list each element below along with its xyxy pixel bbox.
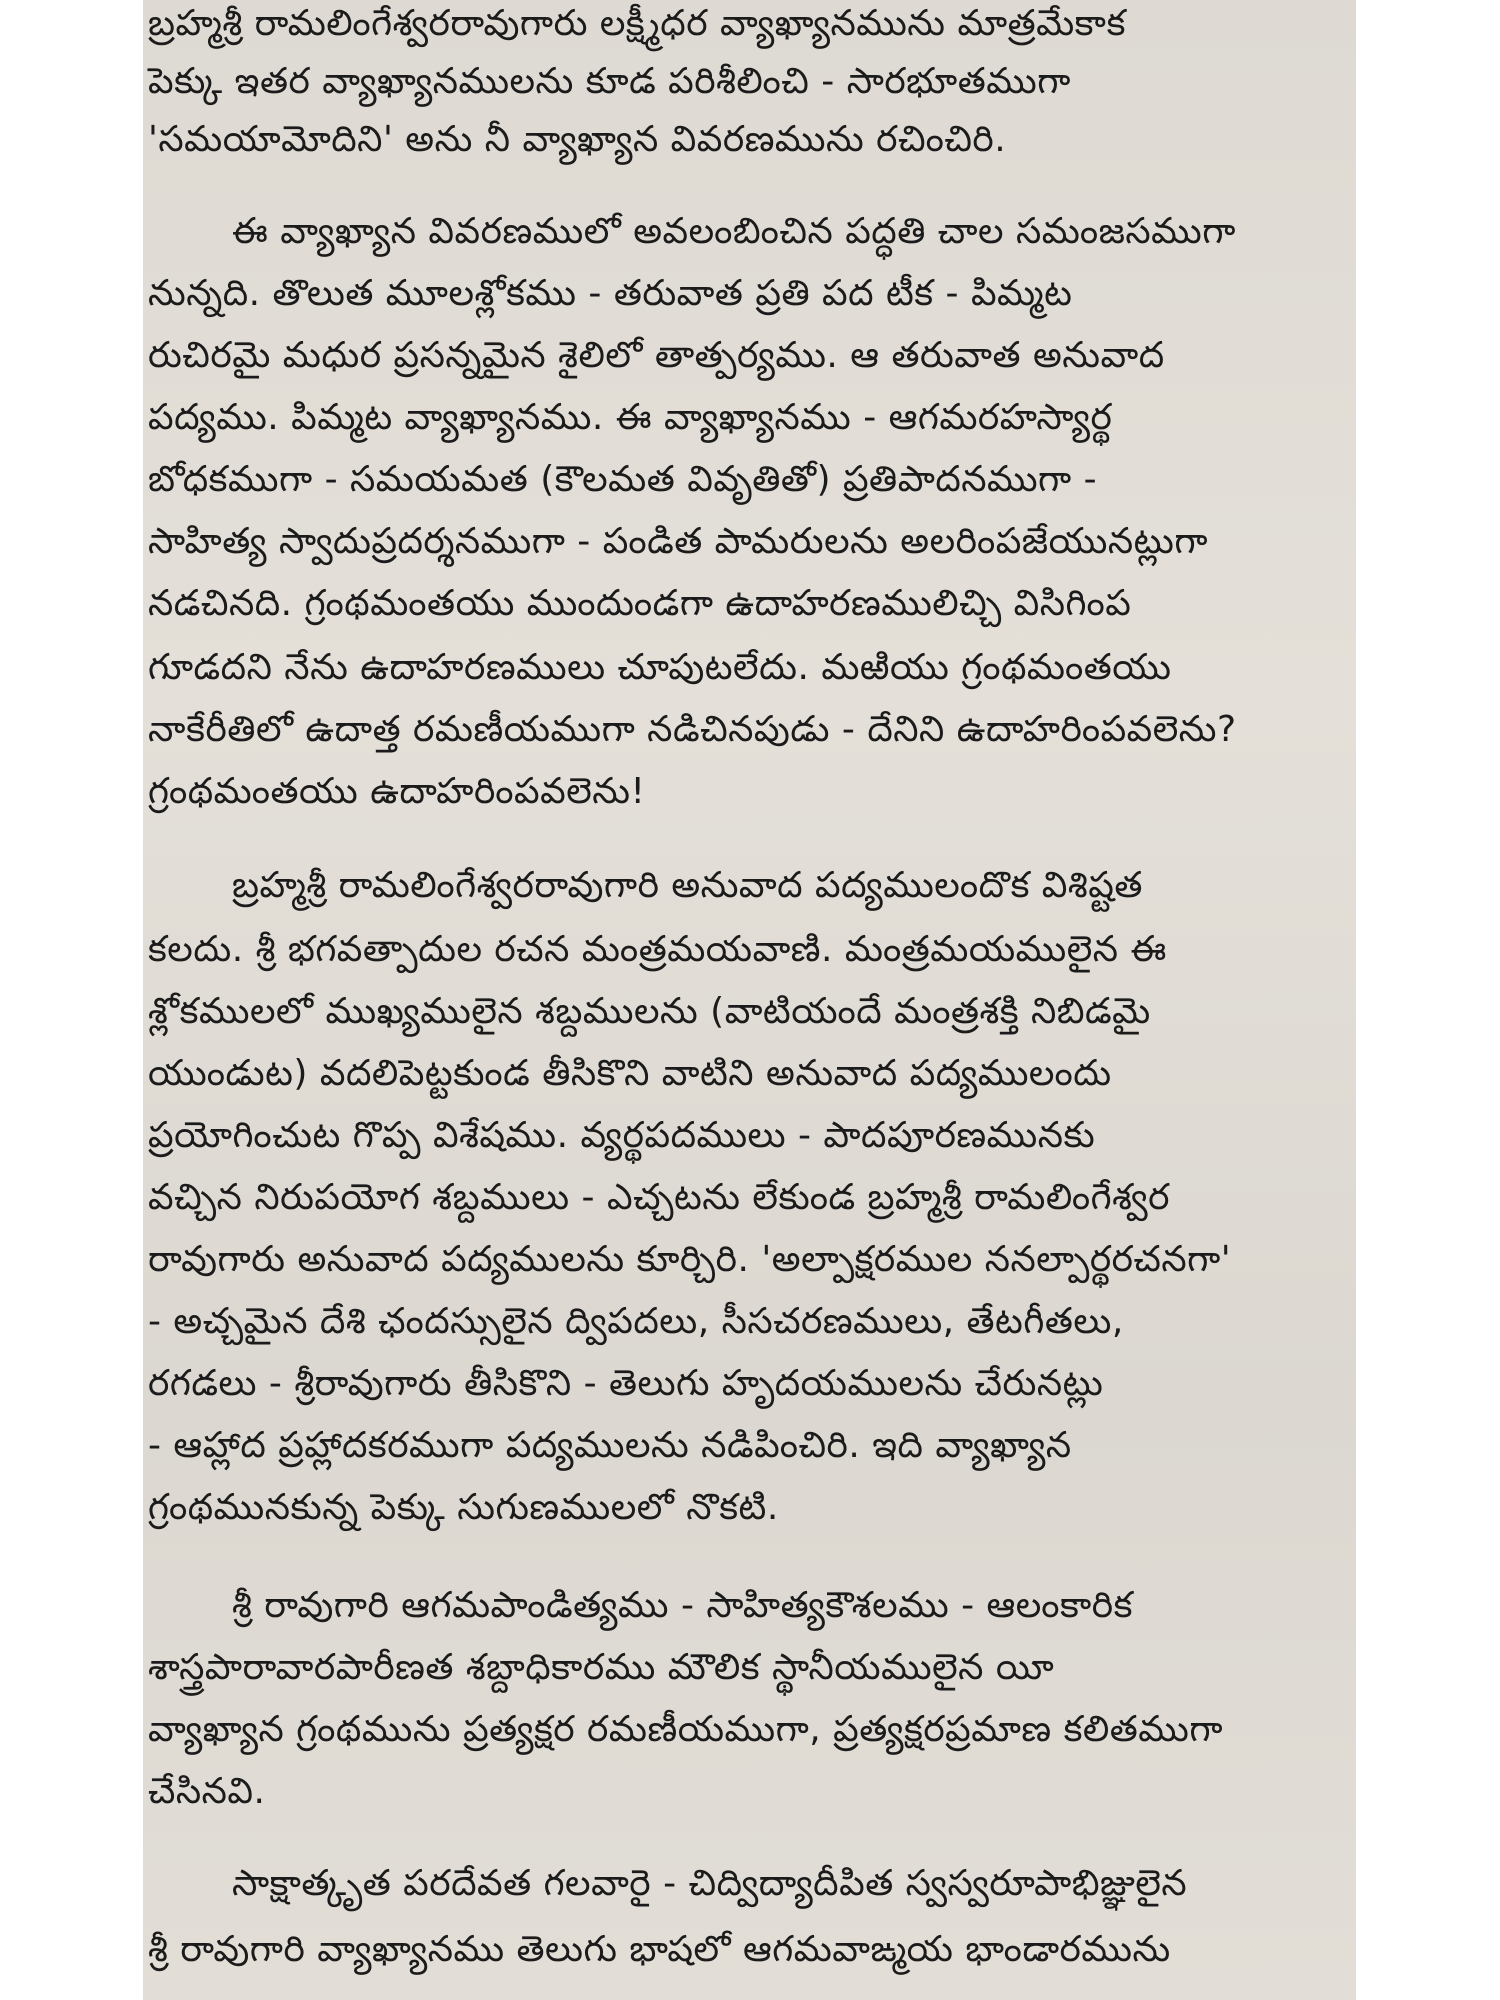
- text-line: శాస్త్రపారావారపారీణత శబ్దాధికారము మౌలిక స్థానీయములైన యీ: [148, 1647, 1055, 1688]
- text-line: సాక్షాత్కృత పరదేవత గలవారై - చిద్విద్యాదీపిత స్వస్వరూపాభిజ్ఞులైన: [232, 1863, 1188, 1904]
- text-line: శ్రీ రావుగారి వ్యాఖ్యానము తెలుగు భాషలో ఆగమవాఙ్మయ భాండారమును: [148, 1929, 1171, 1970]
- text-line: పద్యము. పిమ్మట వ్యాఖ్యానము. ఈ వ్యాఖ్యానము - ఆగమరహస్యార్థ: [148, 397, 1113, 438]
- text-line: శ్లోకములలో ముఖ్యములైన శబ్దములను (వాటియందే మంత్రశక్తి నిబిడమై: [148, 991, 1151, 1032]
- text-line: - ఆహ్లాద ప్రహ్లాదకరముగా పద్యములను నడిపించిరి. ఇది వ్యాఖ్యాన: [148, 1425, 1072, 1466]
- text-line: గ్రంథమునకున్న పెక్కు సుగుణములలో నొకటి.: [148, 1487, 779, 1528]
- text-line: ఈ వ్యాఖ్యాన వివరణములో అవలంబించిన పద్ధతి చాల సమంజసముగా: [232, 211, 1236, 252]
- text-line: నాకేరీతిలో ఉదాత్త రమణీయముగా నడిచినపుడు - దేనిని ఉదాహరింపవలెను?: [148, 709, 1237, 750]
- text-line: ప్రయోగించుట గొప్ప విశేషము. వ్యర్థపదములు - పాదపూరణమునకు: [148, 1115, 1096, 1156]
- text-line: గ్రంథమంతయు ఉదాహరింపవలెను!: [148, 771, 646, 812]
- text-line: వ్యాఖ్యాన గ్రంథమును ప్రత్యక్షర రమణీయముగా, ప్రత్యక్షరప్రమాణ కలితముగా: [148, 1709, 1223, 1750]
- text-line: బ్రహ్మశ్రీ రామలింగేశ్వరరావుగారి అనువాద పద్యములందొక విశిష్టత: [232, 865, 1143, 906]
- text-line: నడచినది. గ్రంథమంతయు ముందుండగా ఉదాహరణములిచ్చి విసిగింప: [148, 583, 1132, 624]
- text-line: రుచిరమై మధుర ప్రసన్నమైన శైలిలో తాత్పర్యము. ఆ తరువాత అనువాద: [148, 335, 1165, 376]
- text-line: 'సమయామోదిని' అను నీ వ్యాఖ్యాన వివరణమును రచించిరి.: [148, 119, 1007, 160]
- text-line: రావుగారు అనువాద పద్యములను కూర్చిరి. 'అల్పాక్షరముల ననల్పార్థరచనగా': [148, 1239, 1232, 1280]
- text-line: వచ్చిన నిరుపయోగ శబ్దములు - ఎచ్చటను లేకుండ బ్రహ్మశ్రీ రామలింగేశ్వర: [148, 1177, 1170, 1218]
- text-line: చేసినవి.: [148, 1771, 266, 1812]
- text-line: బ్రహ్మశ్రీ రామలింగేశ్వరరావుగారు లక్ష్మీధర వ్యాఖ్యానమును మాత్రమేకాక: [148, 3, 1126, 44]
- text-line: నున్నది. తొలుత మూలశ్లోకము - తరువాత ప్రతి పద టీక - పిమ్మట: [148, 273, 1073, 314]
- text-line: సాహిత్య స్వాదుప్రదర్శనముగా - పండిత పామరులను అలరింపజేయునట్లుగా: [148, 521, 1209, 562]
- scanned-page: [143, 0, 1356, 2000]
- text-line: యుండుట) వదలిపెట్టకుండ తీసికొని వాటిని అనువాద పద్యములందు: [148, 1053, 1112, 1094]
- text-line: కలదు. శ్రీ భగవత్పాదుల రచన మంత్రమయవాణి. మంత్రమయములైన ఈ: [148, 929, 1167, 970]
- body-text: [148, 0, 1348, 2000]
- text-line: శ్రీ రావుగారి ఆగమపాండిత్యము - సాహిత్యకౌశలము - ఆలంకారిక: [232, 1585, 1133, 1626]
- text-line: బోధకముగా - సమయమత (కౌలమత వివృతితో) ప్రతిపాదనముగా -: [148, 459, 1098, 500]
- text-line: పెక్కు ఇతర వ్యాఖ్యానములను కూడ పరిశీలించి - సారభూతముగా: [148, 61, 1071, 102]
- text-line: గూడదని నేను ఉదాహరణములు చూపుటలేదు. మఱియు గ్రంథమంతయు: [148, 647, 1172, 688]
- text-line: - అచ్చమైన దేశి ఛందస్సులైన ద్విపదలు, సీసచరణములు, తేటగీతలు,: [148, 1301, 1124, 1342]
- text-line: రగడలు - శ్రీరావుగారు తీసికొని - తెలుగు హృదయములను చేరునట్లు: [148, 1363, 1104, 1404]
